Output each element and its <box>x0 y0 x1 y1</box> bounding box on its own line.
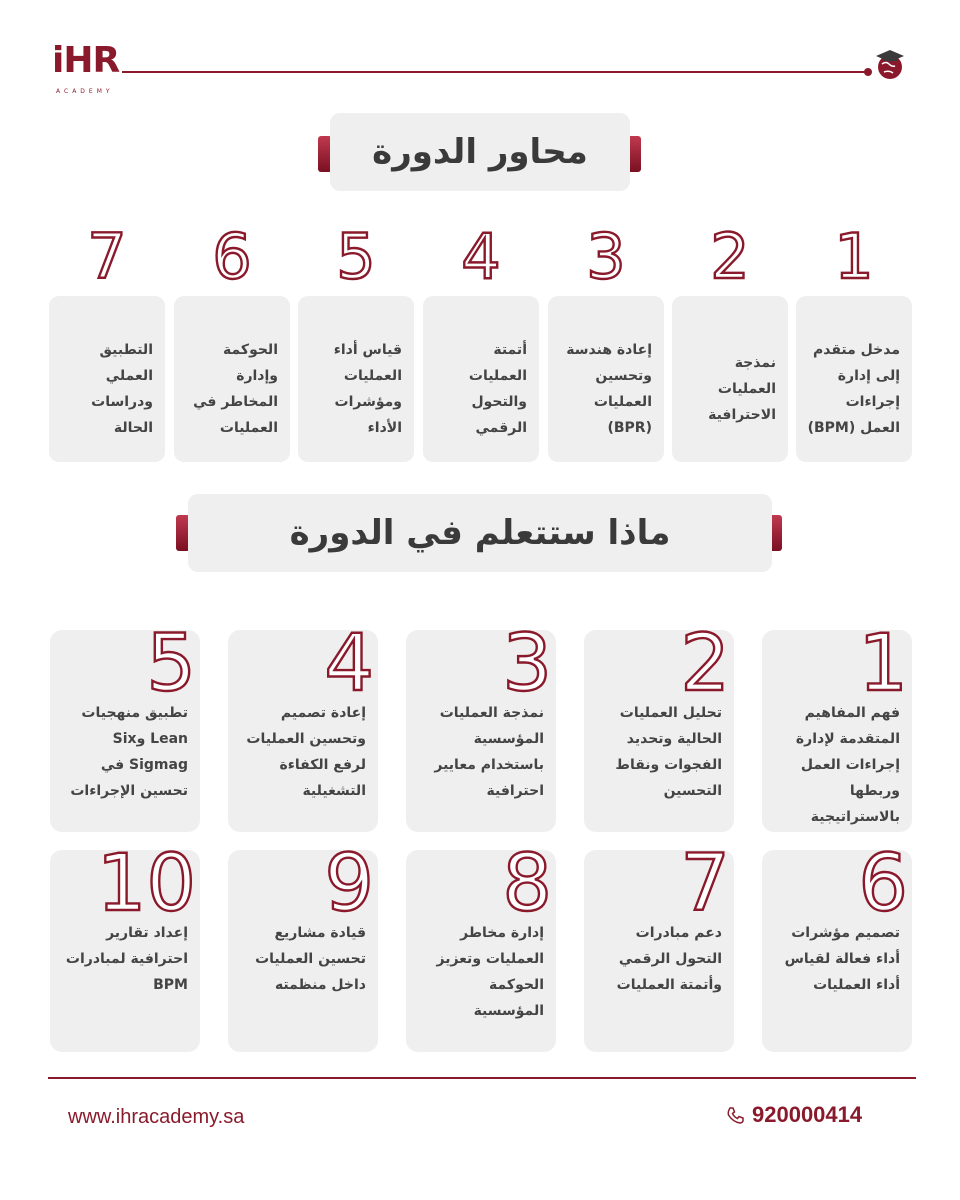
learn-card-number: 3 <box>502 619 552 709</box>
learn-card-number: 9 <box>324 839 374 929</box>
globe-graduation-icon <box>872 46 908 82</box>
learn-card <box>762 839 912 1052</box>
axis-number: 5 <box>336 220 376 293</box>
axis-number: 4 <box>461 220 501 293</box>
learn-card-text: تحليل العمليات الحالية وتحديد الفجوات ونقاط التحسين <box>615 705 722 799</box>
axis-card-text: نمذجة العمليات الاحترافية <box>708 355 776 423</box>
learn-card <box>50 619 200 832</box>
learn-card-number: 5 <box>146 619 196 709</box>
learn-card-number: 8 <box>502 839 552 929</box>
learn-card <box>50 839 200 1052</box>
learn-card-text: تطبيق منهجيات Lean وSix Sigmag في تحسين الإجراءات <box>70 705 188 799</box>
learn-card-number: 4 <box>324 619 374 709</box>
learn-card-text: إعداد تقارير احترافية لمبادرات BPM <box>65 925 188 993</box>
academy-logo <box>52 38 132 98</box>
learn-card <box>406 839 556 1052</box>
axis-card <box>548 296 664 462</box>
learn-card-number: 10 <box>96 839 196 929</box>
footer-divider <box>48 1077 916 1079</box>
axis-number: 3 <box>586 220 626 293</box>
axis-card <box>423 296 539 462</box>
axis-number: 2 <box>710 220 750 293</box>
axis-number: 6 <box>212 220 252 293</box>
learn-card <box>584 839 734 1052</box>
phone-number[interactable]: 920000414 <box>752 1102 863 1127</box>
learn-card-number: 2 <box>680 619 730 709</box>
axis-card-text: مدخل متقدم إلى إدارة إجراءات العمل (BPM) <box>807 342 900 436</box>
website-link[interactable]: www.ihracademy.sa <box>68 1106 245 1128</box>
learn-card <box>406 619 556 832</box>
axis-number: 1 <box>834 220 874 293</box>
learn-card-text: قيادة مشاريع تحسين العمليات داخل منظمته <box>255 925 366 993</box>
axis-card-text: الحوكمة وإدارة المخاطر في العمليات <box>193 342 278 436</box>
learn-card <box>762 619 912 832</box>
axis-card-text: أتمتة العمليات والتحول الرقمي <box>468 342 527 436</box>
learn-card-number: 1 <box>858 619 908 709</box>
learn-card <box>228 619 378 832</box>
axis-card <box>672 296 788 462</box>
logo-main-text: iHR <box>52 40 120 81</box>
learn-card-text: نمذجة العمليات المؤسسية باستخدام معايير احترافية <box>434 705 544 799</box>
axis-card <box>796 296 912 462</box>
learn-section-title: ماذا ستتعلم في الدورة <box>188 494 772 572</box>
learn-card-text: إعادة تصميم وتحسين العمليات لرفع الكفاءة التشغيلية <box>246 705 366 799</box>
axis-card-text: إعادة هندسة وتحسين العمليات (BPR) <box>566 342 652 436</box>
learn-card-number: 7 <box>680 839 730 929</box>
axis-number: 7 <box>87 220 127 293</box>
phone-icon <box>726 1106 746 1126</box>
axis-card <box>174 296 290 462</box>
axis-card-text: التطبيق العملي ودراسات الحالة <box>91 342 153 436</box>
learn-card <box>584 619 734 832</box>
learn-card-text: دعم مبادرات التحول الرقمي وأتمتة العمليات <box>616 925 722 993</box>
axis-card <box>49 296 165 462</box>
axes-section-title: محاور الدورة <box>330 113 630 191</box>
logo-sub-text: ACADEMY <box>56 88 114 95</box>
axis-card <box>298 296 414 462</box>
learn-card-text: إدارة مخاطر العمليات وتعزيز الحوكمة المؤسسية <box>436 925 544 1019</box>
learn-card-text: تصميم مؤشرات أداء فعالة لقياس أداء العمليات <box>784 925 900 993</box>
learn-card <box>228 839 378 1052</box>
learn-card-text: فهم المفاهيم المتقدمة لإدارة إجراءات العمل وربطها بالاستراتيجية <box>795 705 900 825</box>
axis-card-text: قياس أداء العمليات ومؤشرات الأداء <box>333 342 402 436</box>
learn-card-number: 6 <box>858 839 908 929</box>
header-divider <box>122 71 870 73</box>
